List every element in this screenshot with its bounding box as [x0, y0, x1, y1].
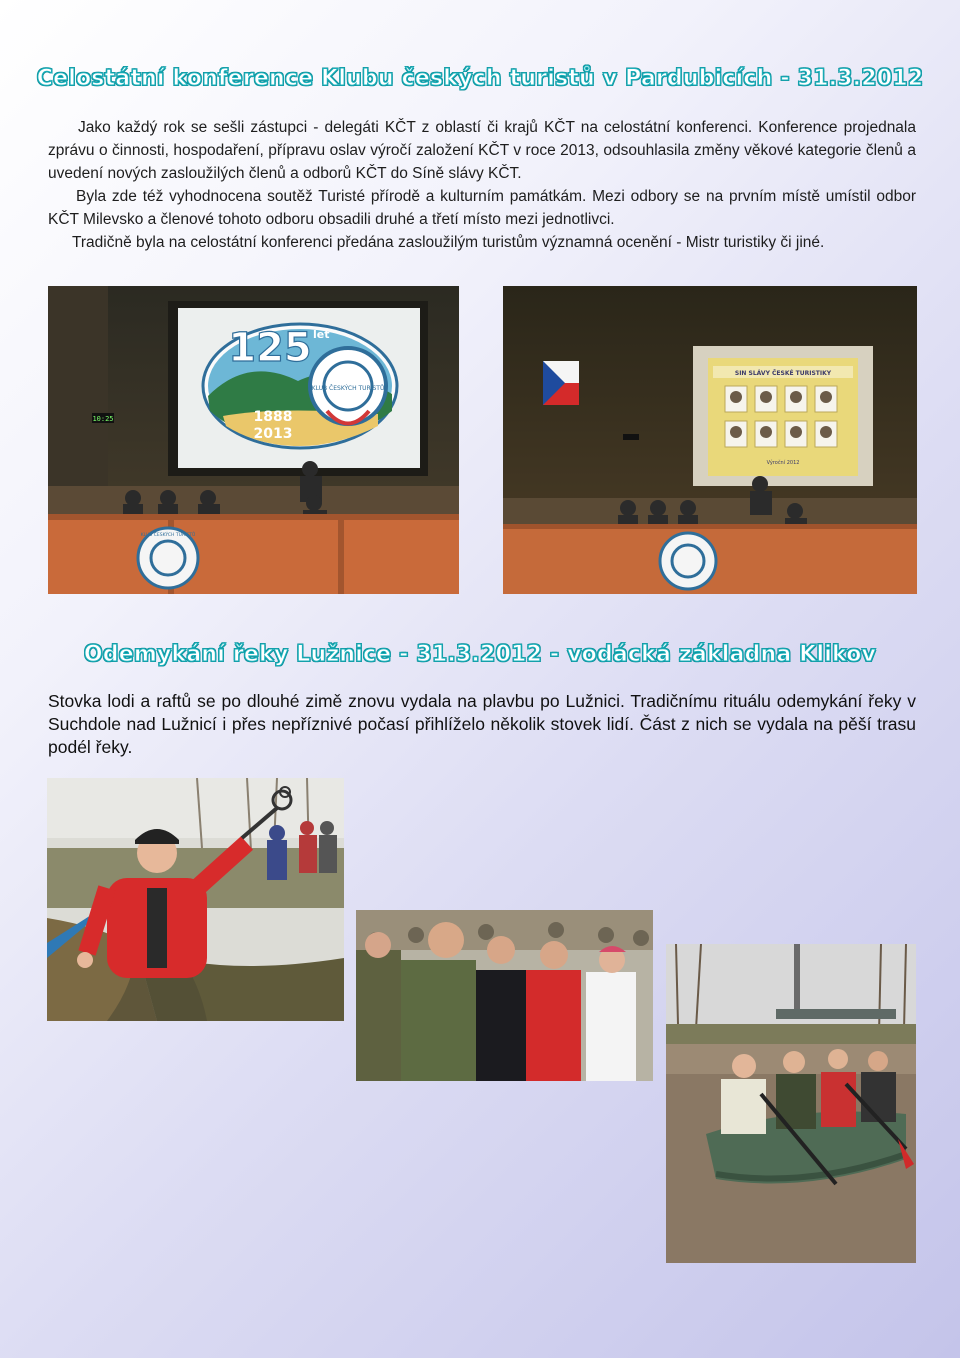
section1-paragraph-3: Tradičně byla na celostátní konferenci předána zasloužilým turistům významná ocenění - Mistr turistiky či jiné. [72, 234, 825, 251]
screen-title: SIN SLÁVY ČESKÉ TURISTIKY [734, 370, 832, 377]
logo-let: let [313, 328, 330, 341]
logo-year-end: 2013 [253, 426, 293, 442]
logo-ring-text: KLUB ČESKÝCH TURISTŮ [311, 385, 385, 392]
photo-man-with-key [47, 778, 344, 1021]
clock-display: 10:25 [92, 415, 114, 423]
section2-text [48, 690, 916, 759]
photo-conference-logo-screen [48, 286, 459, 594]
logo-125: 125 [228, 325, 312, 371]
photo-crowd [356, 910, 653, 1081]
section2-title: Odemykání řeky Lužnice - 31.3.2012 - vodácká základna Klikov [83, 642, 877, 667]
podium-logo-text: KLUB ČESKÝCH TURISTŮ [140, 533, 196, 538]
logo-year-start: 1888 [253, 409, 293, 425]
photo-conference-hall-of-fame [503, 286, 917, 594]
screen-footer: Výroční 2012 [766, 460, 800, 466]
section1-text [48, 116, 916, 254]
section1-title: Celostátní konference Klubu českých turistů v Pardubicích - 31.3.2012 [36, 66, 924, 91]
photo-raft [666, 944, 916, 1263]
section1-paragraph-2: Byla zde též vyhodnocena soutěž Turisté přírodě a kulturním památkám. Mezi odbory se na prvním místě umístil odbor KČT Milevsko a členové tohoto odboru obsadili druhé a třetí místo mezi jednotlivci. [48, 188, 916, 228]
section2-paragraph: Stovka lodi a raftů se po dlouhé zimě znovu vydala na plavbu po Lužnici. Tradičnímu rituálu odemykání řeky v Suchdole nad Lužnicí i přes nepříznivé počasí přihlíželo několik stovek lidí. Část z nich se vydala na pěší trasu podél řeky. [48, 691, 916, 757]
section1-paragraph-1: Jako každý rok se sešli zástupci - delegáti KČT z oblastí či krajů KČT na celostátní konferenci. Konference projednala zprávu o činnosti, hospodaření, přípravu oslav výročí založení KČT v roce 2013, odsouhlasila změny věkové kategorie členů a uvedení nových zasloužilých členů a odborů KČT do Síně slávy KČT. [48, 119, 916, 182]
